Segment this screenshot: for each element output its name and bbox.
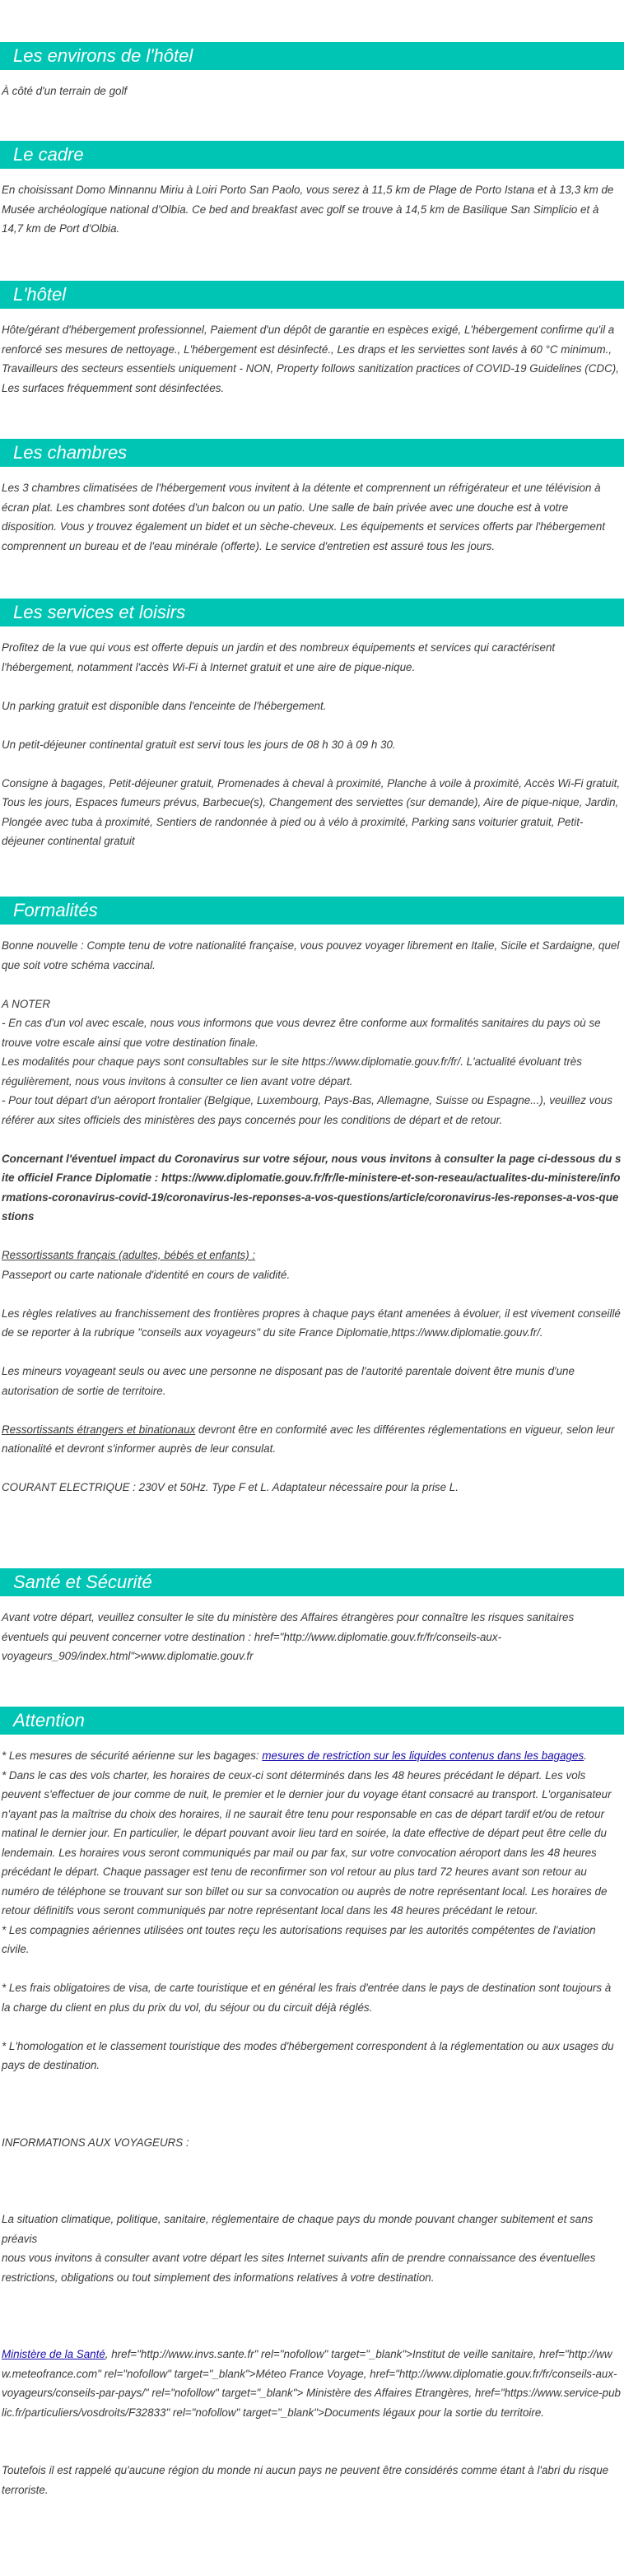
coronavirus-notice: Concernant l'éventuel impact du Coronavirus sur votre séjour, nous vous invitons à consulter la page ci-dessous du site officiel France Diplomatie : https://www.diplomatie.gouv.fr/fr/le-ministere-et-son-reseau/actualites-du-ministere/informations-coronavirus-covid-19/coronavirus-les-reponses-a-vos-questions/article/coronavirus-les-reponses-a-vos-questions <box>2 1152 622 1223</box>
section-text: Hôte/gérant d'hébergement professionnel, Paiement d'un dépôt de garantie en espèces exigé, L'hébergement confirme qu'il a renforcé ses mesures de nettoyage., L'hébergement est désinfecté., Les draps et les serviettes sont lavés à 60 °C minimum., Travailleurs des secteurs essentiels uniquement - NON, Property follows sanitization practices of COVID-19 Guidelines (CDC), Les surfaces fréquemment sont désinfectées. <box>2 324 619 394</box>
section-text: Consigne à bagages, Petit-déjeuner gratuit, Promenades à cheval à proximité, Planche à voile à proximité, Accès Wi-Fi gratuit, Tous les jours, Espaces fumeurs prévus, Barbecue(s), Changement des serviettes (sur demande), Aire de pique-nique, Jardin, Plongée avec tuba à proximité, Sentiers de randonnée à pied ou à vélo à proximité, Parking sans voiturier gratuit, Petit-déjeuner continental gratuit <box>2 776 621 847</box>
section-formalites <box>0 897 624 1498</box>
section-text: En choisissant Domo Minnannu Miriu à Loiri Porto San Paolo, vous serez à 11,5 km de Plage de Porto Istana et à 13,3 km de Musée archéologique national d'Olbia. Ce bed and breakfast avec golf se trouve à 14,5 km de Basilique San Simplicio et à 14,7 km de Port d'Olbia. <box>2 184 614 235</box>
section-text: devront être en conformité avec les différentes réglementations en vigueur, selon leur nationalité et devront s'informer auprès de leur consulat. <box>2 1423 615 1455</box>
section-text: * Les compagnies aériennes utilisées ont toutes reçu les autorisations requises par les autorités compétentes de l'aviation civile. <box>2 1923 596 1955</box>
section-environs <box>0 42 624 101</box>
section-title: Le cadre <box>0 141 624 169</box>
travelers-info-heading: INFORMATIONS AUX VOYAGEURS : <box>2 2136 189 2149</box>
section-hotel <box>0 281 624 398</box>
section-text: Un parking gratuit est disponible dans l'enceinte de l'hébergement. <box>2 699 327 712</box>
section-title: Les services et loisirs <box>0 599 624 627</box>
section-cadre <box>0 141 624 239</box>
section-title: Les chambres <box>0 439 624 467</box>
section-text: Bonne nouvelle : Compte tenu de votre nationalité française, vous pouvez voyager librement en Italie, Sicile et Sardaigne, quel que soit votre schéma vaccinal. <box>2 939 620 971</box>
section-title: Attention <box>0 1707 624 1735</box>
section-text: , href="http://www.invs.sante.fr" rel="nofollow" target="_blank">Institut de veille sanitaire, href="http://www.meteofrance.com" rel="nofollow" target="_blank">Méteo France Voyage, href="http://www.diplomatie.gouv.fr/fr/conseils-aux-voyageurs/conseils-par-pays/" rel="nofollow" target="_blank"> Ministère des Affaires Etrangères, href="https://www.service-public.fr/particuliers/vosdroits/F32833" rel="nofollow" target="_blank">Documents légaux pour la sortie du territoire. <box>2 2348 621 2419</box>
liquids-restriction-link[interactable]: mesures de restriction sur les liquides contenus dans les bagages <box>262 1749 584 1762</box>
section-text: Avant votre départ, veuillez consulter le site du ministère des Affaires étrangères pour connaître les risques sanitaires éventuels qui peuvent concerner votre destination : href="http://www.diplomatie.gouv.fr/fr/conseils-aux-voyageurs_909/index.html">www.diplomatie.gouv.fr <box>2 1611 575 1662</box>
nationals-heading: Ressortissants français (adultes, bébés et enfants) : <box>2 1249 256 1261</box>
section-text: * L'homologation et le classement touristique des modes d'hébergement correspondent à la réglementation ou aux usages du pays de destination. <box>2 2039 614 2071</box>
section-text: Profitez de la vue qui vous est offerte depuis un jardin et des nombreux équipements et services qui caractérisent l'hébergement, notamment l'accès Wi-Fi à Internet gratuit et une aire de pique-nique. <box>2 641 556 673</box>
section-title: Les environs de l'hôtel <box>0 42 624 70</box>
section-text: À côté d'un terrain de golf <box>2 85 128 97</box>
section-services <box>0 599 624 851</box>
section-text: Un petit-déjeuner continental gratuit est servi tous les jours de 08 h 30 à 09 h 30. <box>2 738 396 751</box>
section-text: - Pour tout départ d'un aéroport frontalier (Belgique, Luxembourg, Pays-Bas, Allemagne, Suisse ou Espagne...), veuillez vous référer aux sites officiels des ministères des pays concernés pour les conditions de départ et de retour. <box>2 1094 612 1126</box>
section-text: Les règles relatives au franchissement des frontières propres à chaque pays étant amenées à évoluer, il est vivement conseillé de se reporter à la rubrique "conseils aux voyageurs" du site France Diplomatie,https://www.diplomatie.gouv.fr/. <box>2 1307 621 1339</box>
section-text: * Les mesures de sécurité aérienne sur les bagages: <box>2 1749 263 1762</box>
section-text: Les 3 chambres climatisées de l'hébergement vous invitent à la détente et comprennent un réfrigérateur et une télévision à écran plat. Les chambres sont dotées d'un balcon ou un patio. Une salle de bain privée avec une douche est à votre disposition. Vous y trouvez également un bidet et un sèche-cheveux. Les équipements et services offerts par l'hébergement comprennent un bureau et de l'eau minérale (offerte). Le service d'entretien est assuré tous les jours. <box>2 482 606 552</box>
foreigners-heading: Ressortissants étrangers et binationaux <box>2 1423 196 1436</box>
section-text: * Dans le cas des vols charter, les horaires de ceux-ci sont déterminés dans les 48 heures précédant le départ. Les vols peuvent s'effectuer de jour comme de nuit, le premier et le dernier jour du voyage étant consacré au transport. L'organisateur n'ayant pas la maîtrise du choix des horaires, il ne saurait être tenu pour responsable en cas de départ tardif et/ou de retour matinal le dernier jour. En particulier, le départ pouvant avoir lieu tard en soirée, la date effective de départ peut être celle du lendemain. Les horaires vous seront communiqués par mail ou par fax, sur votre convocation aéroport dans les 48 heures précédant le départ. Chaque passager est tenu de reconfirmer son vol retour au plus tard 72 heures avant son retour au numéro de téléphone se trouvant sur son billet ou sur sa convocation ou auprès de notre représentant local. Les horaires de retour définitifs vous seront communiqués par notre représentant local dans les 48 heures précédant le retour. <box>2 1768 612 1917</box>
section-text: Les mineurs voyageant seuls ou avec une personne ne disposant pas de l'autorité parentale doivent être munis d'une autorisation de sortie de territoire. <box>2 1365 575 1397</box>
section-title: Formalités <box>0 897 624 925</box>
electric-current-text: COURANT ELECTRIQUE : 230V et 50Hz. Type F et L. Adaptateur nécessaire pour la prise L. <box>2 1481 459 1493</box>
section-text: Les modalités pour chaque pays sont consultables sur le site https://www.diplomatie.gouv.fr/fr/. L'actualité évoluant très régulièrement, nous vous invitons à consulter ce lien avant votre départ. <box>2 1055 582 1088</box>
section-chambres <box>0 439 624 556</box>
section-text: nous vous invitons à consulter avant votre départ les sites Internet suivants afin de prendre connaissance des éventuelles restrictions, obligations ou tout simplement des informations relatives à votre destination. <box>2 2252 596 2284</box>
section-text: - En cas d'un vol avec escale, nous vous informons que vous devrez être conforme aux formalités sanitaires du pays où se trouve votre escale ainsi que votre destination finale. <box>2 1017 601 1049</box>
section-title: L'hôtel <box>0 281 624 309</box>
section-text: Toutefois il est rappelé qu'aucune région du monde ni aucun pays ne peuvent être considérés comme étant à l'abri du risque terroriste. <box>2 2464 609 2496</box>
section-attention <box>0 1707 624 2499</box>
punctuation: . <box>584 1749 587 1762</box>
note-heading: A NOTER <box>2 997 51 1010</box>
section-title: Santé et Sécurité <box>0 1568 624 1596</box>
section-sante <box>0 1568 624 1666</box>
section-text: La situation climatique, politique, sanitaire, réglementaire de chaque pays du monde pouvant changer subitement et sans préavis <box>2 2213 594 2245</box>
section-text: Passeport ou carte nationale d'identité en cours de validité. <box>2 1268 291 1281</box>
section-text: * Les frais obligatoires de visa, de carte touristique et en général les frais d'entrée dans le pays de destination sont toujours à la charge du client en plus du prix du vol, du séjour ou du circuit déjà réglés. <box>2 1982 612 2014</box>
ministere-sante-link[interactable]: Ministère de la Santé <box>2 2348 105 2360</box>
